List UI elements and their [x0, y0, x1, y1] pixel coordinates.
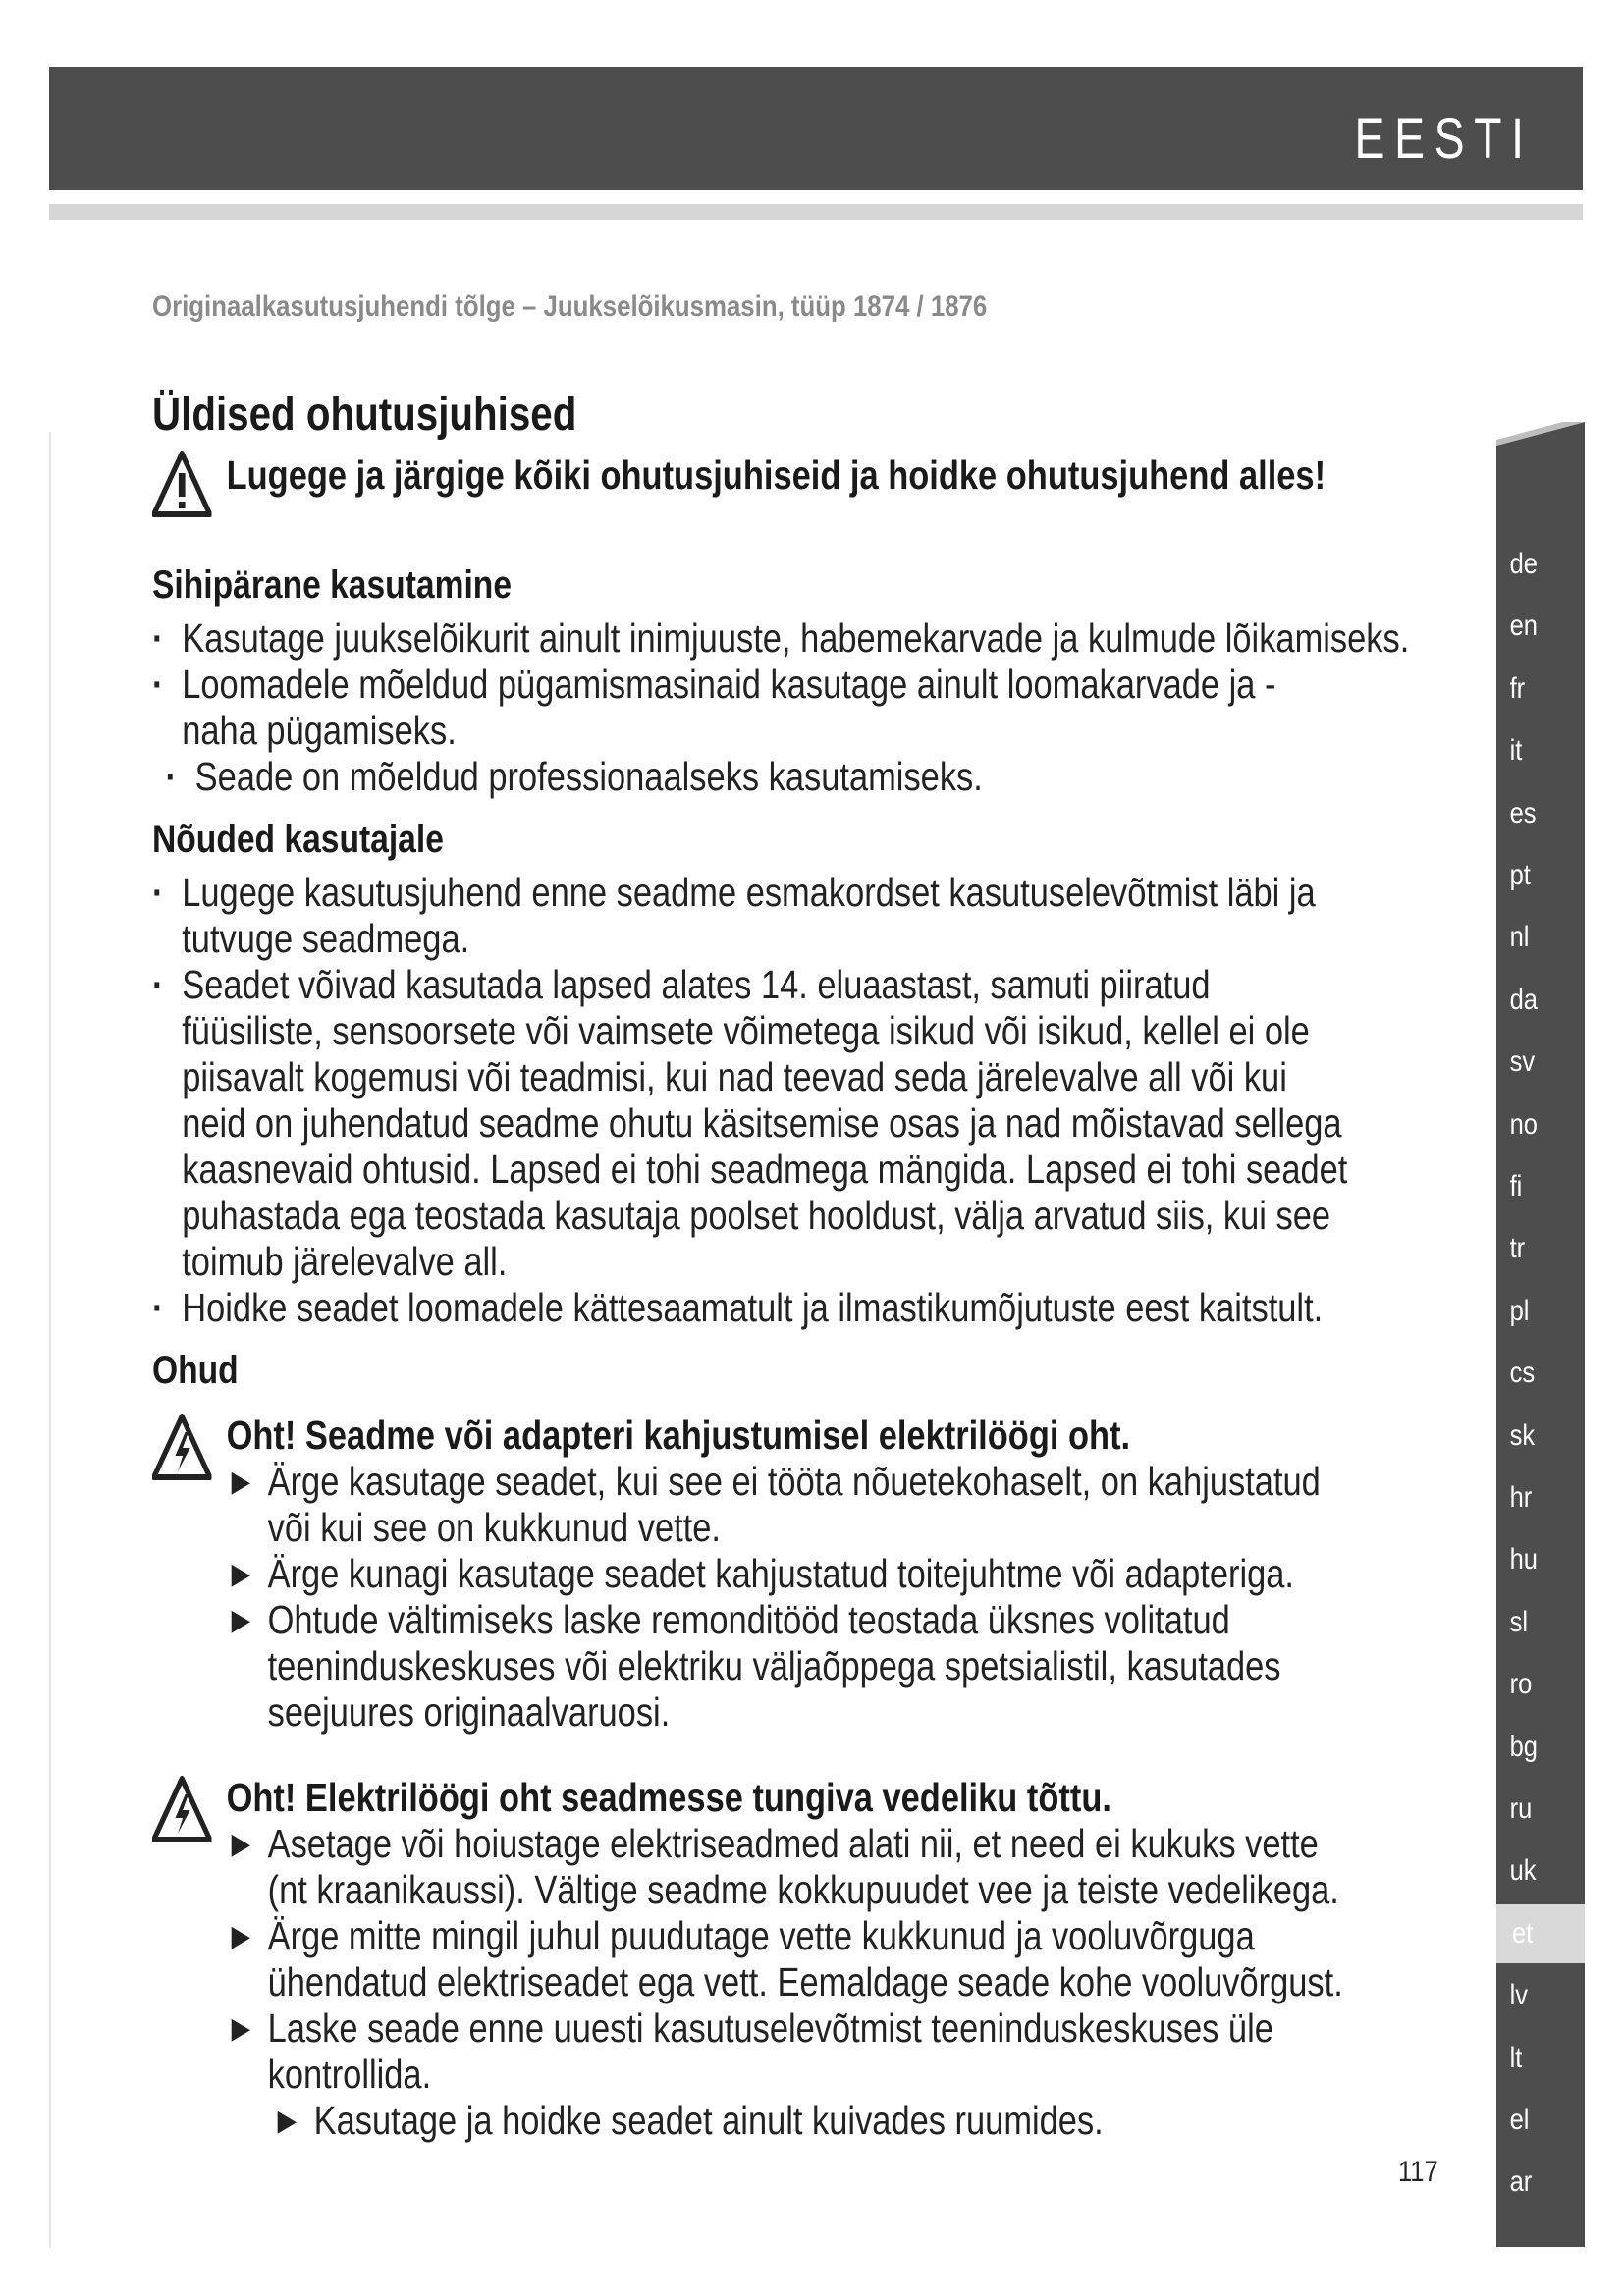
- content-area: [152, 388, 1448, 2183]
- language-tab-ru[interactable]: [1496, 1780, 1572, 1839]
- intended-use-heading: Sihipärane kasutamine: [152, 563, 513, 607]
- language-tab-label: et: [1512, 1916, 1534, 1949]
- language-tab-label: fr: [1509, 671, 1526, 705]
- warning-lightning-icon: [152, 1775, 211, 1843]
- language-tab-label: sv: [1509, 1045, 1536, 1079]
- list-item: ▶ Kasutage ja hoidke seadet ainult kuivades ruumides.: [273, 2098, 1357, 2144]
- language-tab-label: hr: [1509, 1481, 1533, 1514]
- language-tab-label: lv: [1509, 1979, 1529, 2012]
- user-requirements-heading: Nõuded kasutajale: [152, 818, 444, 861]
- language-tab-label: ro: [1509, 1668, 1533, 1701]
- language-tab-label: uk: [1509, 1854, 1537, 1888]
- hazard-block-liquid: [152, 1775, 1447, 2144]
- language-tab-sl[interactable]: [1496, 1593, 1572, 1652]
- language-tab-label: cs: [1509, 1357, 1536, 1390]
- language-tab-label: en: [1509, 610, 1538, 643]
- warning-lightning-icon: [152, 1413, 211, 1481]
- language-tab-lt[interactable]: [1496, 2029, 1572, 2088]
- language-tab-hu[interactable]: [1496, 1530, 1572, 1589]
- hazard-title: Oht! Seadme või adapteri kahjustumisel elektrilöögi oht.: [226, 1413, 1131, 1458]
- language-tab-it[interactable]: [1496, 721, 1572, 780]
- language-tab-lv[interactable]: [1496, 1966, 1572, 2025]
- list-item: · Hoidke seadet loomadele kättesaamatult ja ilmastikumõjutuste eest kaitstult.: [152, 1285, 1348, 1331]
- header-bar: [49, 67, 1583, 190]
- list-item: ▶ Ärge mitte mingil juhul puudutage vette kukkunud ja vooluvõrguga ühendatud elektriseadet ega vett. Eemaldage seade kohe vooluvõrgust.: [227, 1913, 1357, 2005]
- language-tab-label: es: [1509, 796, 1537, 829]
- list-item: ▶ Ärge kasutage seadet, kui see ei tööta nõuetekohaselt, on kahjustatud või kui see on kukkunud vette.: [227, 1459, 1357, 1551]
- language-tab-et[interactable]: [1496, 1904, 1585, 1963]
- document-subtitle: Originaalkasutusjuhendi tõlge – Juukselõikusmasin, tüüp 1874 / 1876: [152, 291, 988, 323]
- intended-use-list: [152, 615, 1447, 800]
- language-tab-label: bg: [1509, 1730, 1538, 1763]
- language-tab-pl[interactable]: [1496, 1282, 1572, 1341]
- language-tab-da[interactable]: [1496, 971, 1572, 1030]
- list-item: ▶ Ärge kunagi kasutage seadet kahjustatud toitejuhtme või adapteriga.: [227, 1551, 1357, 1597]
- language-tab-uk[interactable]: [1496, 1842, 1572, 1900]
- language-tab-de[interactable]: [1496, 535, 1572, 594]
- language-tab-label: el: [1509, 2104, 1530, 2136]
- language-tab-el[interactable]: [1496, 2091, 1572, 2150]
- language-tab-label: da: [1509, 983, 1538, 1016]
- general-warning-text: Lugege ja järgige kõiki ohutusjuhiseid ja hoidke ohutusjuhend alles!: [226, 453, 1326, 498]
- list-item: · Seadet võivad kasutada lapsed alates 14. eluaastast, samuti piiratud füüsiliste, sensoorsete või vaimsete võimetega isikud või isikud, kellel ei ole piisavalt kogemusi või teadmisi, kui nad teevad seda järelevalve all või kui neid on juhendatud seadme ohutu käsitsemise osas ja nad mõistavad sellega kaasnevaid ohtusid. Lapsed ei tohi seadmega mängida. Lapsed ei tohi seadet puhastada ega teostada kasutaja poolset hooldust, välja arvatud siis, kui see toimub järelevalve all.: [152, 962, 1348, 1285]
- language-tab-sk[interactable]: [1496, 1407, 1572, 1466]
- general-warning: [152, 450, 1447, 518]
- language-tab-en[interactable]: [1496, 597, 1572, 656]
- list-item: · Loomadele mõeldud pügamismasinaid kasutage ainult loomakarvade ja -naha pügamiseks.: [152, 662, 1447, 754]
- language-tab-label: de: [1509, 548, 1538, 580]
- page-heading: Üldised ohutusjuhised: [152, 389, 577, 441]
- hazard-title: Oht! Elektrilöögi oht seadmesse tungiva vedeliku tõttu.: [226, 1775, 1111, 1820]
- language-tab-ro[interactable]: [1496, 1655, 1572, 1714]
- language-tab-pt[interactable]: [1496, 846, 1572, 905]
- language-tab-label: sl: [1509, 1605, 1529, 1638]
- language-tab-no[interactable]: [1496, 1095, 1572, 1154]
- language-tab-hr[interactable]: [1496, 1468, 1572, 1527]
- language-tab-label: sk: [1509, 1418, 1536, 1452]
- dangers-heading: Ohud: [152, 1349, 239, 1392]
- hazard-block-damage: [152, 1413, 1447, 1735]
- left-margin-line: [49, 432, 51, 2248]
- language-tab-es[interactable]: [1496, 784, 1572, 843]
- language-tab-tr[interactable]: [1496, 1219, 1572, 1278]
- list-item: ▶ Ohtude vältimiseks laske remonditööd teostada üksnes volitatud teeninduskeskuses või elektriku väljaõppega spetsialistil, kasutades seejuures originaalvaruosi.: [227, 1597, 1357, 1735]
- list-item: ▶ Laske seade enne uuesti kasutuselevõtmist teeninduskeskuses üle kontrollida.: [227, 2005, 1357, 2098]
- header-divider: [49, 204, 1583, 220]
- language-tab-label: pt: [1509, 859, 1531, 891]
- language-tab-nl[interactable]: [1496, 908, 1572, 967]
- language-tab-cs[interactable]: [1496, 1344, 1572, 1403]
- language-tab-label: fi: [1509, 1170, 1523, 1202]
- page-language-title: EESTI: [1354, 107, 1534, 171]
- language-tab-fi[interactable]: [1496, 1157, 1572, 1216]
- language-tab-label: ru: [1509, 1792, 1533, 1825]
- list-item: · Lugege kasutusjuhend enne seadme esmakordset kasutuselevõtmist läbi ja tutvuge seadmega.: [152, 870, 1348, 962]
- language-tab-label: ar: [1509, 2165, 1533, 2199]
- language-tab-label: lt: [1509, 2041, 1523, 2074]
- language-tab-label: tr: [1509, 1232, 1526, 1265]
- language-tab-label: hu: [1509, 1543, 1538, 1576]
- language-tab-label: nl: [1509, 921, 1530, 954]
- language-tab-fr[interactable]: [1496, 660, 1572, 719]
- language-tab-label: it: [1509, 734, 1523, 768]
- user-requirements-list: [152, 870, 1447, 1331]
- page-number: 117: [1398, 2156, 1438, 2188]
- list-item: · Kasutage juukselõikurit ainult inimjuuste, habemekarvade ja kulmude lõikamiseks.: [152, 615, 1447, 662]
- language-tab-label: no: [1509, 1107, 1538, 1141]
- list-item: ▶ Asetage või hoiustage elektriseadmed alati nii, et need ei kukuks vette (nt kraanikaussi). Vältige seadme kokkupuudet vee ja teiste vedelikega.: [227, 1821, 1357, 1913]
- language-tab-ar[interactable]: [1496, 2153, 1572, 2212]
- list-item: · Seade on mõeldud professionaalseks kasutamiseks.: [152, 754, 1447, 800]
- language-tab-label: pl: [1509, 1294, 1530, 1327]
- hazard-list: [227, 1459, 1357, 1735]
- language-tab-bg[interactable]: [1496, 1718, 1572, 1777]
- hazard-list: [227, 1821, 1357, 2144]
- language-tab-sv[interactable]: [1496, 1033, 1572, 1092]
- warning-exclamation-icon: [152, 450, 211, 518]
